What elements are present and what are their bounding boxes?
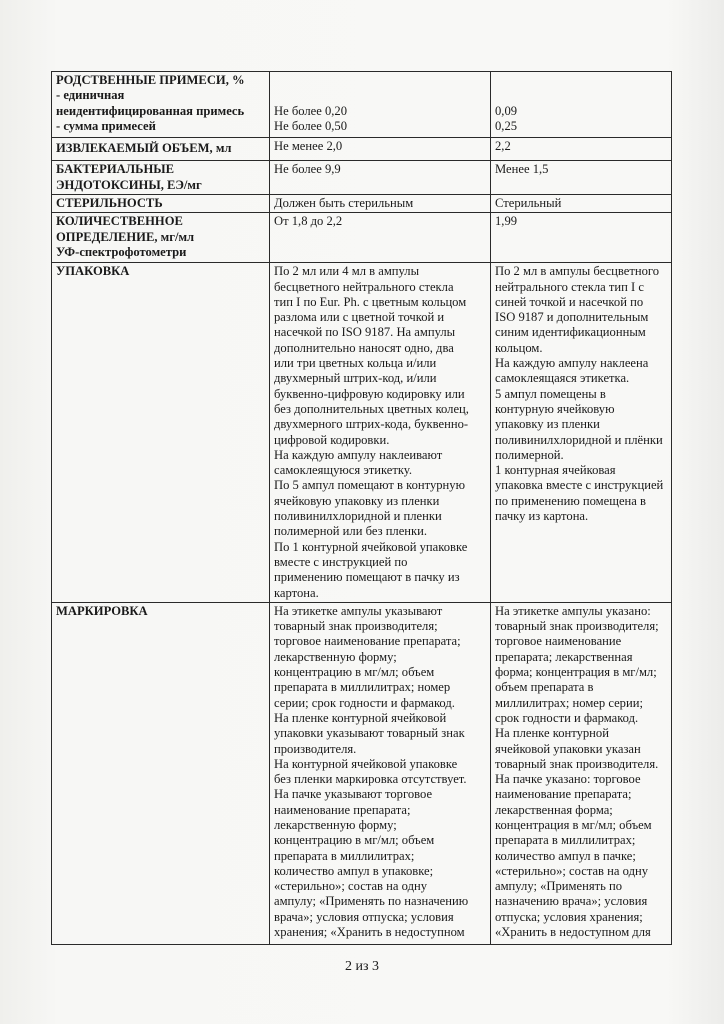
sterility-label-cell <box>52 195 270 213</box>
assay-label-line: ОПРЕДЕЛЕНИЕ, мг/мл <box>56 229 195 244</box>
bacterial-endotoxins-result-line: Менее 1,5 <box>495 162 549 176</box>
extractable-volume-result-cell <box>491 138 672 161</box>
labeling-result-cell <box>491 602 672 944</box>
table-row-sterility <box>52 195 672 213</box>
bacterial-endotoxins-result-cell <box>491 161 672 195</box>
packaging-spec-line: По 1 контурной ячейковой упаковке <box>274 539 468 554</box>
assay-label-line: КОЛИЧЕСТВЕННОЕ <box>56 214 183 229</box>
packaging-spec-line: вместе с инструкцией по <box>274 554 408 569</box>
labeling-result-line: срок годности и фармакод. <box>495 710 639 725</box>
packaging-result-cell <box>491 263 672 603</box>
labeling-result-line: количество ампул в пачке; <box>495 848 636 863</box>
labeling-spec-line: На этикетке ампулы указывают <box>274 603 443 618</box>
related-impurities-label-line: - сумма примесей <box>56 118 156 133</box>
packaging-result-line: синим идентификационным <box>495 325 646 340</box>
extractable-volume-spec-cell <box>270 138 491 161</box>
labeling-spec-line: ампулу; «Применять по назначению <box>274 894 469 909</box>
extractable-volume-result-line: 2,2 <box>495 139 511 153</box>
labeling-spec-line: На пачке указывают торговое <box>274 787 433 802</box>
packaging-spec-line: двухмерного штрих-кода, буквенно- <box>274 417 469 432</box>
labeling-result-line: «стерильно»; состав на одну <box>495 863 649 878</box>
labeling-spec-line: торговое наименование препарата; <box>274 634 461 649</box>
packaging-spec-line: насечкой по ISO 9187. На ампулы <box>274 325 456 340</box>
packaging-spec-line: применению помещают в пачку из <box>274 570 460 585</box>
bacterial-endotoxins-label-line: БАКТЕРИАЛЬНЫЕ <box>56 162 175 177</box>
labeling-label-cell <box>52 602 270 944</box>
labeling-result-line: отпуска; условия хранения; <box>495 909 643 924</box>
table-row-assay <box>52 213 672 263</box>
packaging-spec-line: поливинилхлоридной и пленки <box>274 509 442 524</box>
labeling-spec-line: «стерильно»; состав на одну <box>274 879 428 894</box>
labeling-result-line: лекарственная форма; <box>495 802 613 817</box>
labeling-spec-line: упаковки указывают товарный знак <box>274 726 465 741</box>
labeling-result-line: торговое наименование <box>495 634 622 649</box>
labeling-result-line: форма; концентрация в мг/мл; <box>495 665 657 680</box>
labeling-spec-line: препарата в миллилитрах; номер <box>274 680 451 695</box>
labeling-spec-line: производителя. <box>274 741 357 756</box>
assay-label-cell <box>52 213 270 263</box>
table-row-packaging <box>52 263 672 603</box>
assay-spec-line: От 1,8 до 2,2 <box>274 214 343 229</box>
packaging-spec-line: самоклеящуюся этикетку. <box>274 463 412 478</box>
sterility-result-line: Стерильный <box>495 196 562 210</box>
labeling-result-line: На этикетке ампулы указано: <box>495 603 651 618</box>
labeling-result-line: миллилитрах; номер серии; <box>495 695 643 710</box>
assay-spec-cell <box>270 213 491 263</box>
sterility-spec-line: Должен быть стерильным <box>274 196 414 210</box>
labeling-spec-line: врача»; условия отпуска; условия <box>274 909 454 924</box>
related-impurities-label-line: - единичная <box>56 88 125 103</box>
related-impurities-label-line: РОДСТВЕННЫЕ ПРИМЕСИ, % <box>56 73 245 87</box>
related-impurities-label-cell <box>52 72 270 138</box>
packaging-result-line: На каждую ампулу наклеена <box>495 356 649 371</box>
labeling-spec-line: хранения; «Хранить в недоступном <box>274 925 465 940</box>
labeling-spec-line: лекарственную форму; <box>274 817 397 832</box>
packaging-spec-line: По 2 мл или 4 мл в ампулы <box>274 264 420 279</box>
packaging-result-line: упаковка вместе с инструкцией <box>495 478 664 493</box>
specification-table-body <box>52 72 672 945</box>
packaging-result-line: самоклеящаяся этикетка. <box>495 371 630 386</box>
packaging-spec-cell <box>270 263 491 603</box>
assay-result-cell <box>491 213 672 263</box>
packaging-label-cell <box>52 263 270 603</box>
labeling-spec-line: препарата в миллилитрах; <box>274 848 415 863</box>
packaging-spec-line: буквенно-цифровую кодировку или <box>274 386 465 401</box>
packaging-result-line: синей точкой и насечкой по <box>495 294 644 309</box>
packaging-result-line: полимерной. <box>495 447 564 462</box>
labeling-result-line: объем препарата в <box>495 680 594 695</box>
related-impurities-result-line: 0,25 <box>495 118 518 133</box>
related-impurities-label-line: неидентифицированная примесь <box>56 103 245 118</box>
related-impurities-result-line: 0,09 <box>495 103 518 118</box>
packaging-result-line: нейтрального стекла тип I с <box>495 279 644 294</box>
bacterial-endotoxins-spec-line: Не более 9,9 <box>274 162 341 176</box>
packaging-result-line: пачку из картона. <box>495 509 589 524</box>
specification-table <box>51 71 672 945</box>
packaging-spec-line: тип I по Eur. Ph. с цветным кольцом <box>274 294 467 309</box>
labeling-spec-line: количество ампул в упаковке; <box>274 863 434 878</box>
packaging-result-line: По 2 мл в ампулы бесцветного <box>495 264 660 279</box>
labeling-result-line: товарный знак производителя; <box>495 619 659 634</box>
bacterial-endotoxins-label-cell <box>52 161 270 195</box>
related-impurities-spec-line: Не более 0,50 <box>274 118 348 133</box>
packaging-spec-line: разлома или с цветной точкой и <box>274 310 445 325</box>
assay-label-line: УФ-спектрофотометри <box>56 244 187 259</box>
labeling-spec-line: товарный знак производителя; <box>274 619 438 634</box>
labeling-result-line: ампулу; «Применять по <box>495 879 623 894</box>
packaging-result-line: кольцом. <box>495 340 543 355</box>
packaging-spec-line: дополнительно наносят одно, два <box>274 340 454 355</box>
packaging-spec-line: По 5 ампул помещают в контурную <box>274 478 465 493</box>
related-impurities-spec-cell <box>270 72 491 138</box>
sterility-label-line: СТЕРИЛЬНОСТЬ <box>56 196 163 210</box>
labeling-result-line: препарата; лекарственная <box>495 649 633 664</box>
labeling-spec-line: На пленке контурной ячейковой <box>274 710 447 725</box>
extractable-volume-label-cell <box>52 138 270 161</box>
table-row-bacterial-endotoxins <box>52 161 672 195</box>
related-impurities-spec-line: Не более 0,20 <box>274 103 348 118</box>
packaging-result-line: 1 контурная ячейковая <box>495 463 616 478</box>
packaging-spec-line: На каждую ампулу наклеивают <box>274 447 443 462</box>
labeling-result-line: На пачке указано: торговое <box>495 772 641 787</box>
sterility-spec-cell <box>270 195 491 213</box>
packaging-label-line: УПАКОВКА <box>56 264 130 279</box>
related-impurities-spec-line <box>274 73 487 88</box>
table-row-related-impurities <box>52 72 672 138</box>
labeling-result-line: На пленке контурной <box>495 726 609 741</box>
related-impurities-result-line <box>495 73 668 88</box>
packaging-spec-line: цифровой кодировки. <box>274 432 390 447</box>
sterility-result-cell <box>491 195 672 213</box>
labeling-label-line: МАРКИРОВКА <box>56 603 148 618</box>
labeling-spec-line: серии; срок годности и фармакод. <box>274 695 455 710</box>
labeling-spec-line: лекарственную форму; <box>274 649 397 664</box>
packaging-spec-line: без дополнительных цветных колец, <box>274 401 469 416</box>
table-row-labeling <box>52 602 672 944</box>
packaging-spec-line: бесцветного нейтрального стекла <box>274 279 454 294</box>
labeling-spec-line: концентрацию в мг/мл; объем <box>274 665 435 680</box>
packaging-result-line: 5 ампул помещены в <box>495 386 606 401</box>
extractable-volume-label-line: ИЗВЛЕКАЕМЫЙ ОБЪЕМ, мл <box>56 141 232 156</box>
labeling-spec-line: наименование препарата; <box>274 802 411 817</box>
bacterial-endotoxins-label-line: ЭНДОТОКСИНЫ, ЕЭ/мг <box>56 177 202 192</box>
related-impurities-spec-line <box>274 88 487 103</box>
packaging-result-line: ISO 9187 и дополнительным <box>495 310 649 325</box>
labeling-result-line: ячейковой упаковки указан <box>495 741 641 756</box>
labeling-result-line: назначению врача»; условия <box>495 894 648 909</box>
packaging-result-line: поливинилхлоридной и плёнки <box>495 432 663 447</box>
bacterial-endotoxins-spec-cell <box>270 161 491 195</box>
packaging-spec-line: или три цветных кольца и/или <box>274 356 437 371</box>
packaging-result-line: контурную ячейковую <box>495 401 615 416</box>
packaging-spec-line: ячейковую упаковку из пленки <box>274 493 440 508</box>
labeling-result-line: «Хранить в недоступном для <box>495 925 651 940</box>
table-row-extractable-volume <box>52 138 672 161</box>
packaging-spec-line: картона. <box>274 585 319 600</box>
packaging-result-line: упаковку из пленки <box>495 417 600 432</box>
extractable-volume-spec-line: Не менее 2,0 <box>274 139 343 153</box>
packaging-spec-line: двухмерный штрих-код, и/или <box>274 371 437 386</box>
assay-result-line: 1,99 <box>495 214 518 229</box>
labeling-result-line: наименование препарата; <box>495 787 632 802</box>
packaging-result-line: по применению помещена в <box>495 493 646 508</box>
labeling-spec-line: На контурной ячейковой упаковке <box>274 756 458 771</box>
labeling-spec-line: без пленки маркировка отсутствует. <box>274 772 467 787</box>
labeling-result-line: товарный знак производителя. <box>495 756 659 771</box>
labeling-spec-cell <box>270 602 491 944</box>
related-impurities-result-cell <box>491 72 672 138</box>
labeling-spec-line: концентрацию в мг/мл; объем <box>274 833 435 848</box>
packaging-spec-line: полимерной или без пленки. <box>274 524 428 539</box>
labeling-result-line: концентрация в мг/мл; объем <box>495 817 652 832</box>
page-number: 2 из 3 <box>344 959 380 974</box>
labeling-result-line: препарата в миллилитрах; <box>495 833 636 848</box>
related-impurities-result-line <box>495 88 668 103</box>
